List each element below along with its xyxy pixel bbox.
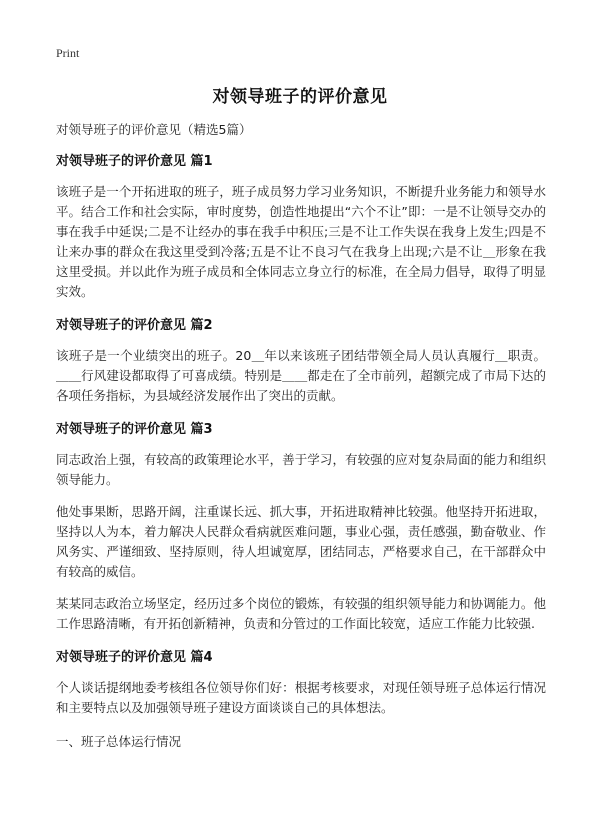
print-label[interactable]: Print [56, 46, 80, 60]
section-heading: 对领导班子的评价意见 篇3 [56, 422, 213, 437]
paragraph: 该班子是一个开拓进取的班子，班子成员努力学习业务知识，不断提升业务能力和领导水平。结合工作和社会实际，审时度势，创造性地提出“六个不让”即：一是不让领导交办的事在我手中延误;二是不让经办的事在我手中积压;三是不让工作失误在我身上发生;四是不让来办事的群众在我这里受到冷落;五是不让不良习气在我身上出现;六是不让＿形象在我这里受损。并以此作为班子成员和全体同志立身立行的标准，在全局力倡导，取得了明显实效。 [56, 184, 546, 299]
document-title: 对领导班子的评价意见 [212, 87, 388, 107]
document-subtitle: 对领导班子的评价意见（精选5篇） [56, 122, 252, 137]
paragraph: 他处事果断，思路开阔，注重谋长远、抓大事，开拓进取精神比较强。他坚持开拓进取，坚持以人为本，着力解决人民群众看病就医难问题，事业心强，责任感强，勤奋敬业、作风务实、严谨细致、坚持原则，待人坦诚宽厚，团结同志，严格要求自己，在干部群众中有较高的威信。 [56, 504, 546, 579]
section-4 [56, 648, 546, 752]
section-heading: 对领导班子的评价意见 篇1 [56, 154, 213, 169]
section-3 [56, 420, 546, 634]
document-body [56, 120, 546, 766]
section-heading: 对领导班子的评价意见 篇2 [56, 318, 213, 333]
paragraph: 该班子是一个业绩突出的班子。20＿年以来该班子团结带领全局人员认真履行＿职责。＿＿行风建设都取得了可喜成绩。特别是＿＿都走在了全市前列，超额完成了市局下达的各项任务指标，为县域经济发展作出了突出的贡献。 [56, 348, 546, 403]
paragraph: 个人谈话提纲地委考核组各位领导你们好：根据考核要求，对现任领导班子总体运行情况和主要特点以及加强领导班子建设方面谈谈自己的具体想法。 [56, 680, 546, 715]
section-1 [56, 152, 546, 302]
paragraph: 一、班子总体运行情况 [56, 734, 182, 749]
section-heading: 对领导班子的评价意见 篇4 [56, 650, 213, 665]
section-2 [56, 316, 546, 406]
paragraph: 某某同志政治立场坚定，经历过多个岗位的锻炼，有较强的组织领导能力和协调能力。他工作思路清晰，有开拓创新精神，负责和分管过的工作面比较宽，适应工作能力比较强. [56, 596, 546, 631]
paragraph: 同志政治上强，有较高的政策理论水平，善于学习，有较强的应对复杂局面的能力和组织领导能力。 [56, 452, 546, 487]
